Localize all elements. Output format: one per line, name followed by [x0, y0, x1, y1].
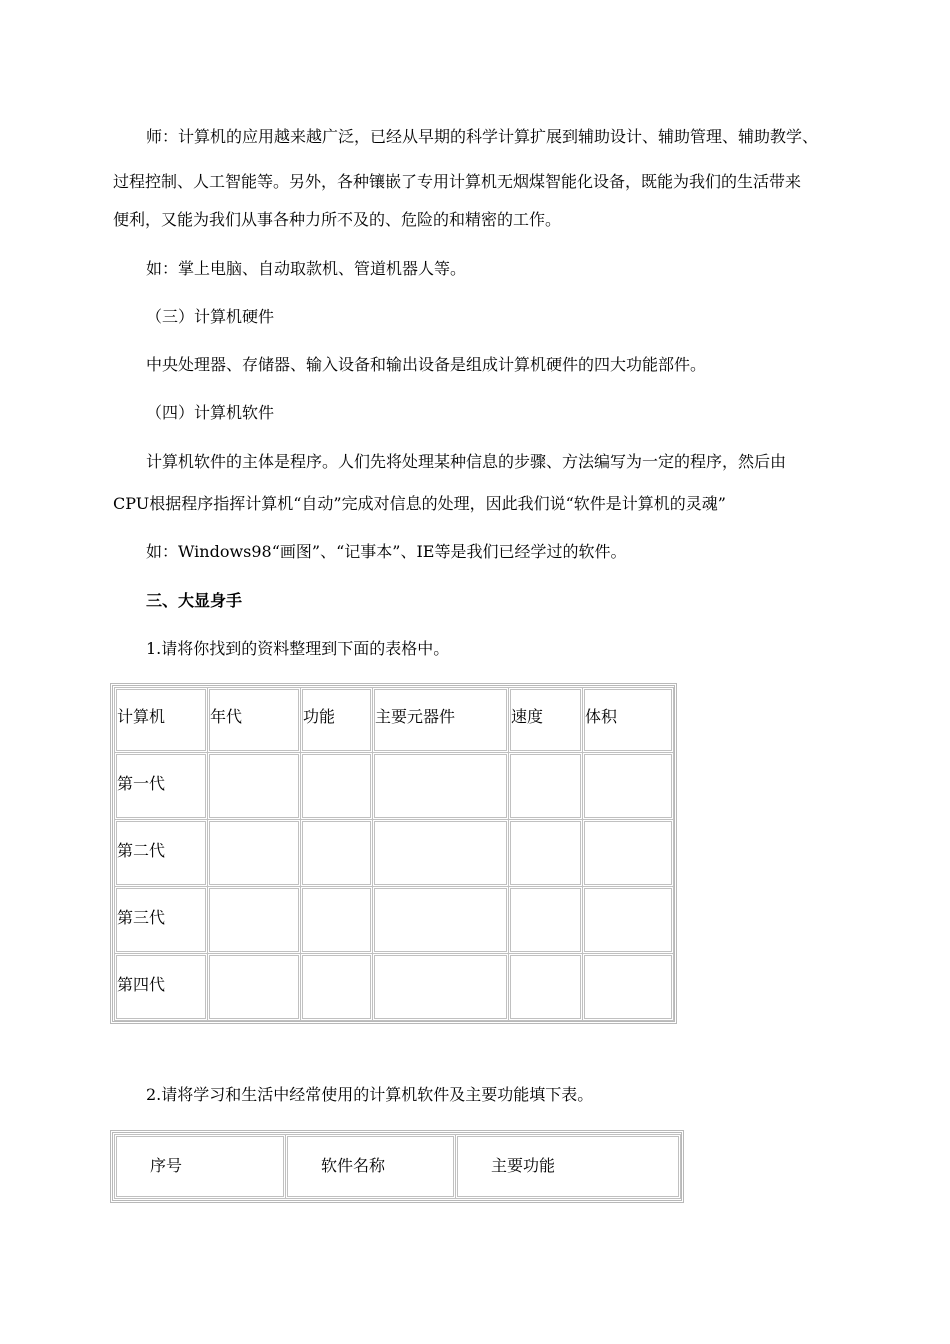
paragraph-examples-software: 如：Windows98“画图”、“记事本”、IE等是我们已经学过的软件。 — [146, 542, 627, 561]
table-cell — [508, 752, 583, 820]
table-cell — [372, 819, 509, 887]
table-cell — [582, 886, 674, 954]
table-cell — [508, 819, 583, 887]
table-cell — [300, 953, 373, 1021]
paragraph-hardware: 中央处理器、存储器、输入设备和输出设备是组成计算机硬件的四大功能部件。 — [146, 355, 707, 374]
header-software-name: 软件名称 — [321, 1156, 386, 1175]
header-main-function: 主要功能 — [491, 1156, 556, 1175]
header-function: 功能 — [303, 707, 336, 726]
header-era: 年代 — [210, 707, 243, 726]
table-cell — [508, 953, 583, 1021]
row-third-generation: 第三代 — [117, 908, 166, 927]
table-cell — [582, 752, 674, 820]
heading-hardware: （三）计算机硬件 — [146, 307, 275, 326]
table-row-label-cell — [114, 953, 208, 1021]
row-first-generation: 第一代 — [117, 774, 166, 793]
table-cell — [207, 819, 301, 887]
paragraph-applications-line-1: 师：计算机的应用越来越广泛，已经从早期的科学计算扩展到辅助设计、辅助管理、辅助教学、 — [146, 127, 819, 146]
table-cell — [300, 886, 373, 954]
heading-software: （四）计算机软件 — [146, 403, 275, 422]
task-1-instruction: 1.请将你找到的资料整理到下面的表格中。 — [146, 639, 450, 658]
header-computer: 计算机 — [117, 707, 166, 726]
table-cell — [207, 953, 301, 1021]
table-row-label-cell — [114, 819, 208, 887]
table-header-cell — [207, 687, 301, 753]
software-table — [110, 1130, 684, 1203]
table-row-label-cell — [114, 886, 208, 954]
table-header-cell — [508, 687, 583, 753]
task-2-instruction: 2.请将学习和生活中经常使用的计算机软件及主要功能填下表。 — [146, 1085, 594, 1104]
table-cell — [207, 752, 301, 820]
table-header-cell — [455, 1134, 681, 1199]
header-speed: 速度 — [511, 707, 544, 726]
table-header-cell — [285, 1134, 456, 1199]
paragraph-software-line-2: CPU根据程序指挥计算机“自动”完成对信息的处理，因此我们说“软件是计算机的灵魂” — [113, 494, 726, 513]
table-header-cell — [114, 1134, 286, 1199]
table-cell — [372, 886, 509, 954]
table-cell — [582, 819, 674, 887]
paragraph-applications-line-2: 过程控制、人工智能等。另外，各种镶嵌了专用计算机无烟煤智能化设备，既能为我们的生活带来 — [113, 172, 802, 191]
header-index: 序号 — [150, 1156, 183, 1175]
table-cell — [372, 953, 509, 1021]
table-cell — [508, 886, 583, 954]
paragraph-applications-line-3: 便利，又能为我们从事各种力所不及的、危险的和精密的工作。 — [113, 210, 562, 229]
generations-table — [110, 683, 677, 1024]
table-header-cell — [372, 687, 509, 753]
header-components: 主要元器件 — [375, 707, 456, 726]
section-heading-show-skills: 三、大显身手 — [146, 591, 243, 610]
paragraph-software-line-1: 计算机软件的主体是程序。人们先将处理某种信息的步骤、方法编写为一定的程序，然后由 — [146, 452, 787, 471]
header-volume: 体积 — [585, 707, 618, 726]
row-fourth-generation: 第四代 — [117, 975, 166, 994]
table-cell — [300, 752, 373, 820]
row-second-generation: 第二代 — [117, 841, 166, 860]
table-cell — [372, 752, 509, 820]
table-header-cell — [114, 687, 208, 753]
table-cell — [207, 886, 301, 954]
table-header-cell — [582, 687, 674, 753]
table-header-cell — [300, 687, 373, 753]
table-row-label-cell — [114, 752, 208, 820]
paragraph-examples-devices: 如：掌上电脑、自动取款机、管道机器人等。 — [146, 259, 467, 278]
table-cell — [300, 819, 373, 887]
table-cell — [582, 953, 674, 1021]
